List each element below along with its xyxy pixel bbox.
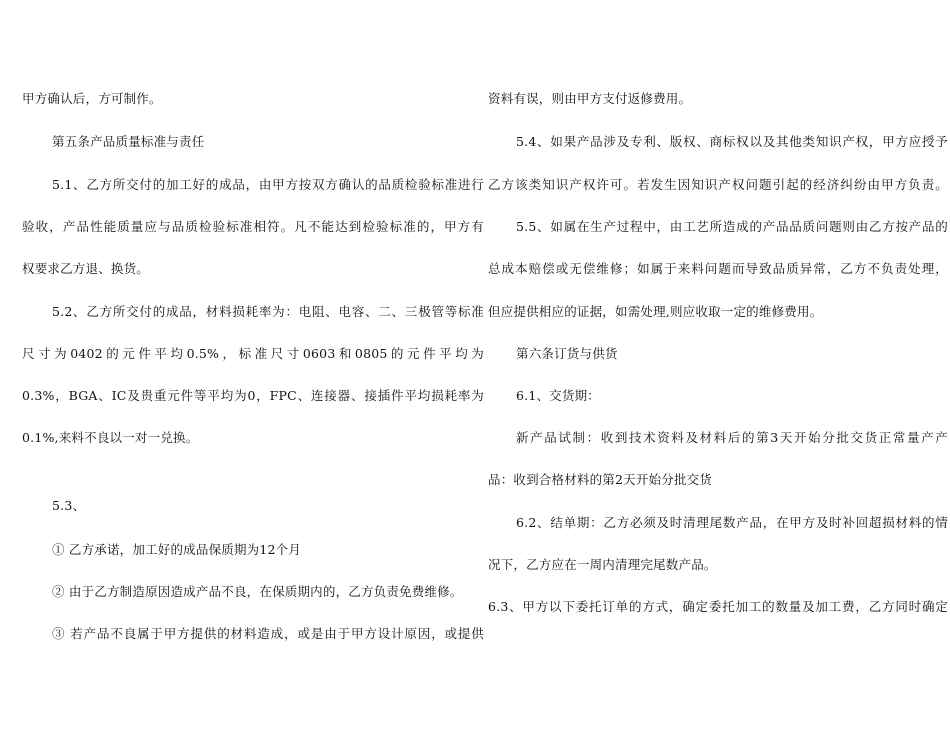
text-line: 6.3、甲方以下委托订单的方式，确定委托加工的数量及加工费，乙方同时确定	[488, 599, 948, 614]
section-heading: 第六条订货与供货	[516, 346, 618, 361]
text-line: 6.1、交货期：	[516, 388, 600, 403]
text-line: 验收，产品性能质量应与品质检验标准相符。凡不能达到检验标准的，甲方有	[22, 219, 484, 234]
text-line: 品：收到合格材料的第2天开始分批交货	[488, 472, 713, 487]
right-column	[486, 0, 950, 755]
text-line: 5.2、乙方所交付的成品，材料损耗率为：电阻、电容、二、三极管等标准	[52, 304, 484, 319]
text-line: 新产品试制：收到技术资料及材料后的第3天开始分批交货正常量产产	[516, 430, 948, 445]
text-line: 0.3%，BGA、IC及贵重元件等平均为0，FPC、连接器、接插件平均损耗率为	[22, 388, 484, 403]
text-line: 权要求乙方退、换货。	[22, 261, 150, 276]
text-line: 5.4、如果产品涉及专利、版权、商标权以及其他类知识产权，甲方应授予	[516, 134, 948, 149]
text-line: 甲方确认后，方可制作。	[22, 91, 162, 106]
text-line: 0.1%,来料不良以一对一兑换。	[22, 430, 199, 445]
list-item: ③ 若产品不良属于甲方提供的材料造成，或是由于甲方设计原因，或提供	[52, 626, 484, 641]
text-line: 尺寸为0402的元件平均0.5%，标准尺寸0603和0805的元件平均为	[22, 346, 484, 361]
list-item: ② 由于乙方制造原因造成产品不良，在保质期内的，乙方负责免费维修。	[52, 584, 463, 599]
text-line: 总成本赔偿或无偿维修；如属于来料问题而导致品质异常，乙方不负责处理，	[488, 261, 948, 276]
text-line: 乙方该类知识产权许可。若发生因知识产权问题引起的经济纠纷由甲方负责。	[488, 177, 948, 192]
list-item: ① 乙方承诺，加工好的成品保质期为12个月	[52, 542, 302, 557]
text-line: 资料有误，则由甲方支付返修费用。	[488, 91, 692, 106]
text-line: 5.1、乙方所交付的加工好的成品，由甲方按双方确认的品质检验标准进行	[52, 177, 484, 192]
clause-number: 5.3、	[52, 498, 86, 513]
section-heading: 第五条产品质量标准与责任	[52, 134, 205, 149]
text-line: 6.2、结单期：乙方必须及时清理尾数产品，在甲方及时补回超损材料的情	[516, 515, 948, 530]
text-line: 5.5、如属在生产过程中，由工艺所造成的产品品质问题则由乙方按产品的	[516, 219, 948, 234]
text-line: 况下，乙方应在一周内清理完尾数产品。	[488, 557, 717, 572]
text-line: 但应提供相应的证据，如需处理,则应收取一定的维修费用。	[488, 304, 823, 319]
